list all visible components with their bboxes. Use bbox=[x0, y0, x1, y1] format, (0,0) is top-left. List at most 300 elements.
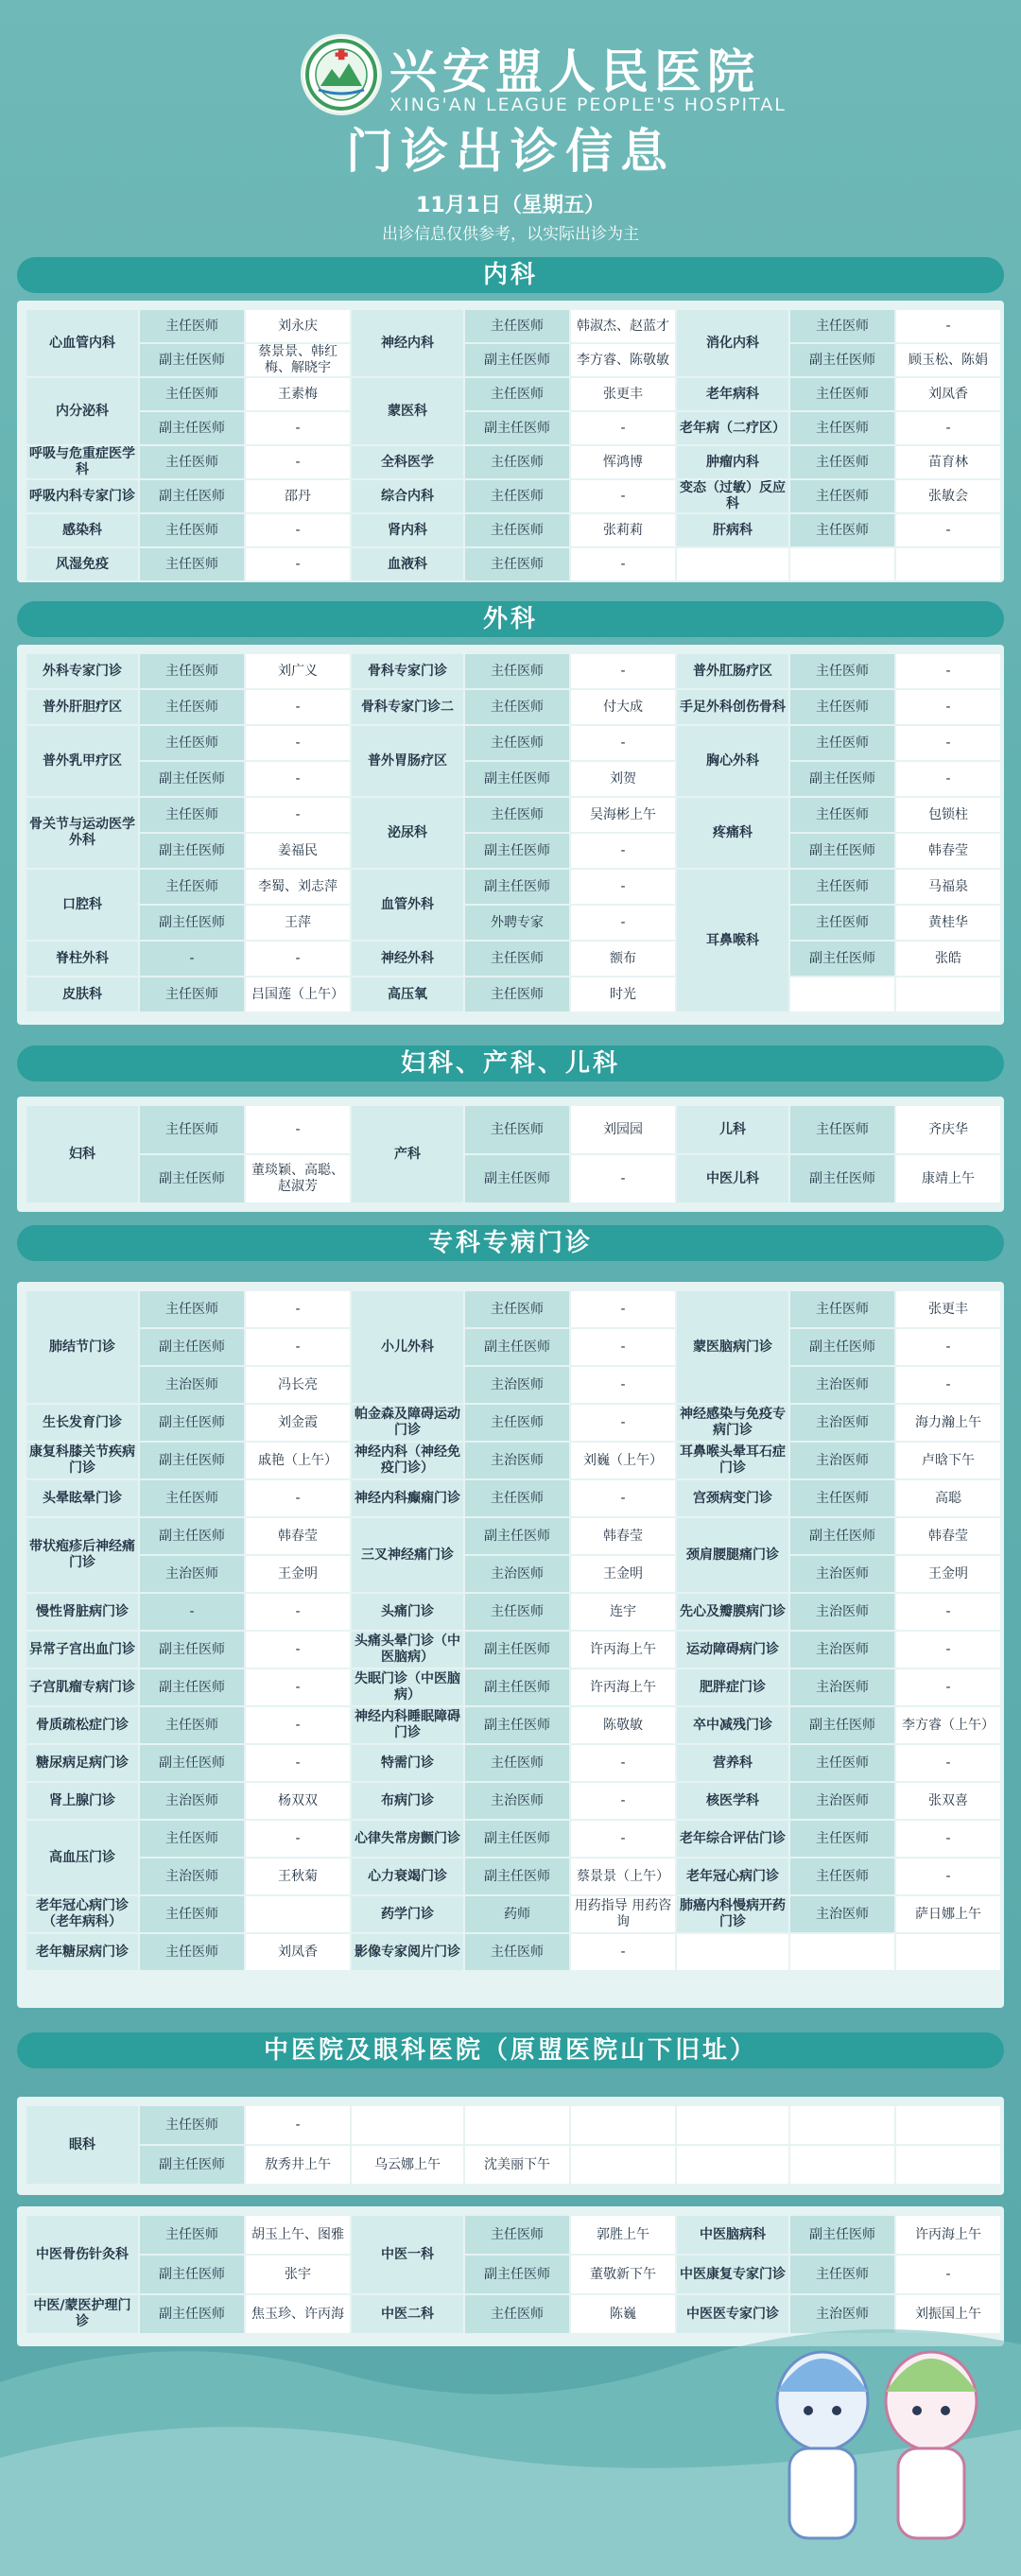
doctor-title-cell: 主治医师 bbox=[790, 1367, 894, 1403]
doctor-title-cell: 副主任医师 bbox=[140, 1745, 244, 1781]
department-cell: 神经内科 bbox=[352, 310, 463, 376]
doctor-title-cell: 主治医师 bbox=[140, 1556, 244, 1592]
doctor-title-cell: - bbox=[140, 942, 244, 976]
doctor-title-cell: 主任医师 bbox=[790, 906, 894, 940]
doctor-title-cell: 副主任医师 bbox=[465, 1669, 569, 1705]
department-cell: 手足外科创伤骨科 bbox=[677, 690, 788, 724]
table-row bbox=[26, 834, 1000, 868]
doctor-name-cell: - bbox=[246, 1594, 350, 1630]
doctor-name-cell: 董琰颖、高聪、赵淑芳 bbox=[246, 1155, 350, 1202]
doctor-title-cell: 主任医师 bbox=[140, 1291, 244, 1327]
doctor-name-cell: 蔡景景、韩红梅、解晓宇 bbox=[246, 344, 350, 376]
department-cell: 老年冠心病门诊 bbox=[677, 1859, 788, 1894]
doctor-name-cell bbox=[896, 2146, 1000, 2184]
doctor-title-cell: 主治医师 bbox=[140, 1783, 244, 1819]
doctor-title-cell: 主治医师 bbox=[790, 1896, 894, 1932]
doctor-name-cell: - bbox=[246, 1745, 350, 1781]
doctor-title-cell: 主任医师 bbox=[790, 1859, 894, 1894]
doctor-name-cell: - bbox=[571, 1821, 675, 1857]
doctor-title-cell: 主任医师 bbox=[790, 1106, 894, 1153]
doctor-name-cell: - bbox=[896, 514, 1000, 546]
doctor-name-cell: 许丙海上午 bbox=[571, 1669, 675, 1705]
table-row bbox=[26, 906, 1000, 940]
doctor-title-cell: 主任医师 bbox=[790, 446, 894, 478]
doctor-title-cell: 主治医师 bbox=[465, 1443, 569, 1478]
doctor-title-cell: 主任医师 bbox=[465, 1405, 569, 1441]
doctor-name-cell: 许丙海上午 bbox=[571, 1632, 675, 1668]
doctor-title-cell: 主任医师 bbox=[140, 870, 244, 904]
doctor-title-cell: 主任医师 bbox=[140, 378, 244, 410]
doctor-name-cell: 李方睿（上午） bbox=[896, 1707, 1000, 1743]
department-cell: 骨科专家门诊 bbox=[352, 654, 463, 688]
department-cell: 肺癌内科慢病开药门诊 bbox=[677, 1896, 788, 1932]
doctor-name-cell: - bbox=[896, 690, 1000, 724]
department-cell: 颈肩腰腿痛门诊 bbox=[677, 1518, 788, 1592]
schedule-table bbox=[25, 1104, 1002, 1204]
doctor-title-cell: 主任医师 bbox=[790, 514, 894, 546]
doctor-title-cell: 主任医师 bbox=[140, 1934, 244, 1970]
logo-row bbox=[0, 28, 1021, 123]
doctor-name-cell: 戚艳（上午） bbox=[246, 1443, 350, 1478]
doctor-name-cell: - bbox=[246, 798, 350, 832]
department-cell: 变态（过敏）反应科 bbox=[677, 480, 788, 512]
doctor-title-cell: 副主任医师 bbox=[140, 2295, 244, 2333]
doctor-title-cell: 主任医师 bbox=[140, 1896, 244, 1932]
doctor-title-cell: 主治医师 bbox=[790, 1556, 894, 1592]
doctor-name-cell bbox=[677, 1934, 788, 1970]
doctor-name-cell: 蔡景景（上午） bbox=[571, 1859, 675, 1894]
table-row bbox=[26, 2216, 1000, 2254]
table-row bbox=[26, 1859, 1000, 1894]
doctor-title-cell: 主任医师 bbox=[790, 412, 894, 444]
doctor-title-cell: 主任医师 bbox=[140, 690, 244, 724]
doctor-title-cell: 主任医师 bbox=[790, 1480, 894, 1516]
doctor-name-cell: - bbox=[896, 1594, 1000, 1630]
doctor-title-cell: 主任医师 bbox=[465, 514, 569, 546]
doctor-name-cell: - bbox=[571, 726, 675, 760]
doctor-name-cell: - bbox=[246, 2106, 350, 2144]
doctor-name-cell: 额布 bbox=[571, 942, 675, 976]
department-cell: 骨质疏松症门诊 bbox=[26, 1707, 138, 1743]
doctor-name-cell bbox=[790, 2146, 894, 2184]
doctor-name-cell: 黄桂华 bbox=[896, 906, 1000, 940]
doctor-name-cell: 王金明 bbox=[571, 1556, 675, 1592]
doctor-name-cell: - bbox=[896, 1859, 1000, 1894]
doctor-title-cell: 副主任医师 bbox=[790, 1518, 894, 1554]
department-cell: 先心及瓣膜病门诊 bbox=[677, 1594, 788, 1630]
doctor-title-cell: 主治医师 bbox=[790, 1783, 894, 1819]
doctor-name-cell: - bbox=[896, 310, 1000, 342]
department-cell: 布病门诊 bbox=[352, 1783, 463, 1819]
doctor-name-cell: 张更丰 bbox=[896, 1291, 1000, 1327]
doctor-title-cell: 副主任医师 bbox=[465, 762, 569, 796]
doctor-name-cell bbox=[896, 1934, 1000, 1970]
department-cell: 神经内科（神经免疫门诊） bbox=[352, 1443, 463, 1478]
department-cell: 皮肤科 bbox=[26, 977, 138, 1011]
department-cell: 风湿免疫 bbox=[26, 548, 138, 580]
doctor-name-cell: - bbox=[571, 412, 675, 444]
table-row bbox=[26, 412, 1000, 444]
doctor-name-cell bbox=[790, 1934, 894, 1970]
department-cell: 蒙医科 bbox=[352, 378, 463, 444]
doctor-name-cell bbox=[465, 2106, 569, 2144]
doctor-name-cell bbox=[790, 977, 894, 1011]
department-cell: 中医医专家门诊 bbox=[677, 2295, 788, 2333]
table-row bbox=[26, 310, 1000, 342]
doctor-title-cell: 主任医师 bbox=[465, 378, 569, 410]
department-cell: 影像专家阅片门诊 bbox=[352, 1934, 463, 1970]
doctor-name-cell: 康靖上午 bbox=[896, 1155, 1000, 1202]
doctor-title-cell: 主任医师 bbox=[140, 548, 244, 580]
doctor-title-cell: 主治医师 bbox=[790, 2295, 894, 2333]
doctor-name-cell: - bbox=[246, 514, 350, 546]
doctor-name-cell: 王金明 bbox=[896, 1556, 1000, 1592]
doctor-title-cell: 主任医师 bbox=[790, 378, 894, 410]
doctor-name-cell: - bbox=[246, 446, 350, 478]
table-row bbox=[26, 798, 1000, 832]
department-cell: 宫颈病变门诊 bbox=[677, 1480, 788, 1516]
department-cell: 蒙医脑病门诊 bbox=[677, 1291, 788, 1403]
doctor-name-cell: 王萍 bbox=[246, 906, 350, 940]
department-cell: 脊柱外科 bbox=[26, 942, 138, 976]
doctor-title-cell: 副主任医师 bbox=[140, 2146, 244, 2184]
department-cell: 眼科 bbox=[26, 2106, 138, 2184]
department-cell: 普外胃肠疗区 bbox=[352, 726, 463, 796]
doctor-name-cell: 陈巍 bbox=[571, 2295, 675, 2333]
doctor-title-cell: 主任医师 bbox=[465, 548, 569, 580]
doctor-name-cell bbox=[790, 2106, 894, 2144]
doctor-title-cell: 主任医师 bbox=[140, 310, 244, 342]
department-cell: 普外肛肠疗区 bbox=[677, 654, 788, 688]
doctor-name-cell: 刘振国上午 bbox=[896, 2295, 1000, 2333]
doctor-title-cell: 副主任医师 bbox=[140, 834, 244, 868]
doctor-name-cell: - bbox=[246, 1669, 350, 1705]
doctor-name-cell: 马福泉 bbox=[896, 870, 1000, 904]
table-row bbox=[26, 446, 1000, 478]
doctor-name-cell: - bbox=[571, 1367, 675, 1403]
table-row bbox=[26, 1480, 1000, 1516]
doctor-title-cell: 副主任医师 bbox=[465, 1329, 569, 1365]
schedule-table bbox=[25, 2104, 1002, 2186]
doctor-title-cell: 副主任医师 bbox=[465, 1155, 569, 1202]
doctor-title-cell: 副主任医师 bbox=[465, 344, 569, 376]
department-cell: 耳鼻喉科 bbox=[677, 870, 788, 1011]
doctor-title-cell: 主治医师 bbox=[790, 1669, 894, 1705]
doctor-title-cell: 副主任医师 bbox=[465, 1707, 569, 1743]
doctor-title-cell: 副主任医师 bbox=[140, 1155, 244, 1202]
department-cell: 中医儿科 bbox=[677, 1155, 788, 1202]
doctor-name-cell bbox=[246, 1896, 350, 1932]
doctor-title-cell: 主任医师 bbox=[465, 1934, 569, 1970]
table-row bbox=[26, 378, 1000, 410]
doctor-name-cell: - bbox=[571, 1405, 675, 1441]
doctor-name-cell: 李方睿、陈敬敏 bbox=[571, 344, 675, 376]
doctor-title-cell: 副主任医师 bbox=[140, 2256, 244, 2293]
doctor-title-cell: 主任医师 bbox=[465, 1594, 569, 1630]
department-cell: 老年糖尿病门诊 bbox=[26, 1934, 138, 1970]
doctor-title-cell: 副主任医师 bbox=[465, 2256, 569, 2293]
department-cell: 呼吸内科专家门诊 bbox=[26, 480, 138, 512]
table-row bbox=[26, 1329, 1000, 1365]
doctor-title-cell: 副主任医师 bbox=[465, 870, 569, 904]
doctor-title-cell: 副主任医师 bbox=[140, 1443, 244, 1478]
doctor-title-cell: 主任医师 bbox=[140, 977, 244, 1011]
doctor-title-cell: 主任医师 bbox=[140, 1821, 244, 1857]
doctor-name-cell: - bbox=[896, 1669, 1000, 1705]
doctor-name-cell: 刘广义 bbox=[246, 654, 350, 688]
doctor-name-cell: 韩春莹 bbox=[896, 834, 1000, 868]
schedule-table bbox=[25, 652, 1002, 1013]
table-row bbox=[26, 690, 1000, 724]
doctor-name-cell bbox=[896, 977, 1000, 1011]
doctor-name-cell: 齐庆华 bbox=[896, 1106, 1000, 1153]
section-body-internal bbox=[17, 301, 1004, 582]
doctor-name-cell: - bbox=[896, 762, 1000, 796]
department-cell: 帕金森及障碍运动门诊 bbox=[352, 1405, 463, 1441]
hospital-logo bbox=[301, 34, 382, 115]
department-cell: 慢性肾脏病门诊 bbox=[26, 1594, 138, 1630]
doctor-name-cell: - bbox=[571, 654, 675, 688]
department-cell: 运动障碍病门诊 bbox=[677, 1632, 788, 1668]
doctor-name-cell bbox=[352, 2106, 463, 2144]
table-row bbox=[26, 1106, 1000, 1153]
department-cell: 核医学科 bbox=[677, 1783, 788, 1819]
doctor-title-cell: 副主任医师 bbox=[140, 1632, 244, 1668]
department-cell: 神经内科睡眠障碍门诊 bbox=[352, 1707, 463, 1743]
doctor-name-cell: 韩春莹 bbox=[246, 1518, 350, 1554]
section-header-surgery: 外科 bbox=[17, 601, 1004, 637]
doctor-name-cell: - bbox=[571, 1480, 675, 1516]
doctor-name-cell: 吕国莲（上午） bbox=[246, 977, 350, 1011]
doctor-title-cell: 副主任医师 bbox=[140, 344, 244, 376]
department-cell: 胸心外科 bbox=[677, 726, 788, 796]
doctor-title-cell: 主任医师 bbox=[140, 654, 244, 688]
doctor-name-cell: 敖秀井上午 bbox=[246, 2146, 350, 2184]
doctor-title-cell: 主任医师 bbox=[790, 310, 894, 342]
doctor-name-cell: - bbox=[246, 1707, 350, 1743]
doctor-title-cell: 主任医师 bbox=[790, 2256, 894, 2293]
department-cell: 消化内科 bbox=[677, 310, 788, 376]
doctor-title-cell: 主任医师 bbox=[790, 726, 894, 760]
doctor-name-cell: - bbox=[896, 1329, 1000, 1365]
doctor-title-cell: 主治医师 bbox=[790, 1405, 894, 1441]
doctor-name-cell: - bbox=[571, 548, 675, 580]
table-row bbox=[26, 1783, 1000, 1819]
doctor-title-cell: 主任医师 bbox=[465, 690, 569, 724]
table-row bbox=[26, 1405, 1000, 1441]
table-row bbox=[26, 2146, 1000, 2184]
department-cell: 头痛头晕门诊（中医脑病） bbox=[352, 1632, 463, 1668]
department-cell: 营养科 bbox=[677, 1745, 788, 1781]
section-header-internal: 内科 bbox=[17, 257, 1004, 293]
department-cell: 失眠门诊（中医脑病） bbox=[352, 1669, 463, 1705]
table-row bbox=[26, 1556, 1000, 1592]
doctor-name-cell: - bbox=[246, 548, 350, 580]
table-row bbox=[26, 1518, 1000, 1554]
department-cell: 特需门诊 bbox=[352, 1745, 463, 1781]
department-cell: 泌尿科 bbox=[352, 798, 463, 868]
doctor-name-cell: - bbox=[571, 1155, 675, 1202]
doctor-title-cell: 主任医师 bbox=[790, 690, 894, 724]
department-cell: 神经感染与免疫专病门诊 bbox=[677, 1405, 788, 1441]
doctor-title-cell: 副主任医师 bbox=[465, 1859, 569, 1894]
doctor-name-cell bbox=[571, 2146, 675, 2184]
doctor-name-cell: 恽鸿博 bbox=[571, 446, 675, 478]
section-header-obgyn-pediatrics: 妇科、产科、儿科 bbox=[17, 1046, 1004, 1081]
doctor-title-cell: 副主任医师 bbox=[465, 834, 569, 868]
doctor-name-cell: 陈敬敏 bbox=[571, 1707, 675, 1743]
doctor-title-cell: 主任医师 bbox=[465, 480, 569, 512]
doctor-title-cell: 主任医师 bbox=[465, 1480, 569, 1516]
doctor-title-cell: 副主任医师 bbox=[140, 1518, 244, 1554]
doctor-name-cell: 邵丹 bbox=[246, 480, 350, 512]
doctor-name-cell: 韩春莹 bbox=[896, 1518, 1000, 1554]
doctor-title-cell: 主任医师 bbox=[790, 798, 894, 832]
doctor-name-cell: 张莉莉 bbox=[571, 514, 675, 546]
doctor-title-cell: 药师 bbox=[465, 1896, 569, 1932]
department-cell: 血管外科 bbox=[352, 870, 463, 940]
doctor-name-cell: 高聪 bbox=[896, 1480, 1000, 1516]
table-row bbox=[26, 548, 1000, 580]
doctor-name-cell: 刘园园 bbox=[571, 1106, 675, 1153]
doctor-title-cell: 主任医师 bbox=[140, 1707, 244, 1743]
department-cell: 带状疱疹后神经痛门诊 bbox=[26, 1518, 138, 1592]
department-cell: 老年综合评估门诊 bbox=[677, 1821, 788, 1857]
department-cell: 妇科 bbox=[26, 1106, 138, 1202]
doctor-name-cell: - bbox=[246, 1821, 350, 1857]
doctor-name-cell: 张皓 bbox=[896, 942, 1000, 976]
doctor-name-cell: 苗育林 bbox=[896, 446, 1000, 478]
department-cell: 中医二科 bbox=[352, 2295, 463, 2333]
department-cell: 肺结节门诊 bbox=[26, 1291, 138, 1403]
table-row bbox=[26, 870, 1000, 904]
doctor-name-cell: - bbox=[246, 726, 350, 760]
department-cell: 三叉神经痛门诊 bbox=[352, 1518, 463, 1592]
department-cell: 药学门诊 bbox=[352, 1896, 463, 1932]
department-cell: 中医一科 bbox=[352, 2216, 463, 2293]
doctor-title-cell: 主任医师 bbox=[465, 726, 569, 760]
doctor-name-cell: 王素梅 bbox=[246, 378, 350, 410]
doctor-name-cell: - bbox=[246, 1291, 350, 1327]
schedule-note: 出诊信息仅供参考，以实际出诊为主 bbox=[382, 225, 639, 244]
department-cell: 神经外科 bbox=[352, 942, 463, 976]
section-header-specialty: 专科专病门诊 bbox=[17, 1225, 1004, 1261]
doctor-name-cell bbox=[677, 548, 788, 580]
doctor-name-cell: - bbox=[246, 412, 350, 444]
doctor-name-cell bbox=[571, 2106, 675, 2144]
department-cell: 感染科 bbox=[26, 514, 138, 546]
doctor-title-cell: 副主任医师 bbox=[140, 1405, 244, 1441]
doctor-title-cell: 副主任医师 bbox=[140, 1669, 244, 1705]
doctor-name-cell: - bbox=[246, 690, 350, 724]
section-body-obgyn-pediatrics bbox=[17, 1097, 1004, 1212]
department-cell: 心血管内科 bbox=[26, 310, 138, 376]
section-body-specialty bbox=[17, 1282, 1004, 2008]
table-row bbox=[26, 1934, 1000, 1970]
doctor-name-cell: 张更丰 bbox=[571, 378, 675, 410]
doctor-name-cell: 姜福民 bbox=[246, 834, 350, 868]
doctor-name-cell: 韩淑杰、赵蓝才 bbox=[571, 310, 675, 342]
doctor-name-cell: 吴海彬上午 bbox=[571, 798, 675, 832]
doctor-name-cell: - bbox=[896, 654, 1000, 688]
doctor-name-cell: 刘凤香 bbox=[246, 1934, 350, 1970]
doctor-title-cell: 副主任医师 bbox=[140, 906, 244, 940]
doctor-name-cell: 张敏会 bbox=[896, 480, 1000, 512]
doctor-title-cell: 主任医师 bbox=[790, 1745, 894, 1781]
department-cell: 血液科 bbox=[352, 548, 463, 580]
schedule-table bbox=[25, 1289, 1002, 1972]
doctor-title-cell: 主任医师 bbox=[140, 2106, 244, 2144]
schedule-table bbox=[25, 308, 1002, 582]
doctor-title-cell: 主治医师 bbox=[140, 1367, 244, 1403]
table-row bbox=[26, 1443, 1000, 1478]
doctor-name-cell: - bbox=[896, 726, 1000, 760]
table-row bbox=[26, 726, 1000, 760]
doctor-name-cell: 付大成 bbox=[571, 690, 675, 724]
doctor-title-cell: 主任医师 bbox=[790, 480, 894, 512]
doctor-title-cell: 副主任医师 bbox=[790, 834, 894, 868]
doctor-title-cell: 副主任医师 bbox=[790, 1329, 894, 1365]
doctor-name-cell: - bbox=[246, 762, 350, 796]
doctor-name-cell: - bbox=[571, 480, 675, 512]
hospital-name: 兴安盟人民医院 bbox=[389, 44, 760, 99]
doctor-name-cell: 杨双双 bbox=[246, 1783, 350, 1819]
department-cell: 异常子宫出血门诊 bbox=[26, 1632, 138, 1668]
doctor-title-cell: 副主任医师 bbox=[790, 1155, 894, 1202]
doctor-title-cell: 主任医师 bbox=[140, 726, 244, 760]
department-cell: 康复科膝关节疾病门诊 bbox=[26, 1443, 138, 1478]
department-cell: 口腔科 bbox=[26, 870, 138, 940]
doctor-name-cell: - bbox=[246, 942, 350, 976]
hospital-name-en: XING'AN LEAGUE PEOPLE'S HOSPITAL bbox=[389, 95, 787, 115]
doctor-title-cell: 主任医师 bbox=[465, 310, 569, 342]
table-row bbox=[26, 654, 1000, 688]
section-body-eye bbox=[17, 2097, 1004, 2195]
doctor-name-cell: - bbox=[571, 1291, 675, 1327]
doctor-title-cell: 主任医师 bbox=[140, 446, 244, 478]
doctor-title-cell: 主任医师 bbox=[790, 1821, 894, 1857]
doctor-name-cell bbox=[677, 2106, 788, 2144]
department-cell: 骨关节与运动医学外科 bbox=[26, 798, 138, 868]
doctor-name-cell: - bbox=[571, 906, 675, 940]
department-cell: 疼痛科 bbox=[677, 798, 788, 868]
doctor-name-cell: 连宇 bbox=[571, 1594, 675, 1630]
doctor-name-cell: - bbox=[896, 1632, 1000, 1668]
doctor-name-cell: 顾玉松、陈娟 bbox=[896, 344, 1000, 376]
table-row bbox=[26, 1821, 1000, 1857]
doctor-title-cell: 主任医师 bbox=[790, 1291, 894, 1327]
doctor-name-cell: - bbox=[896, 1367, 1000, 1403]
doctor-name-cell: 冯长亮 bbox=[246, 1367, 350, 1403]
doctor-name-cell bbox=[677, 2146, 788, 2184]
department-cell: 全科医学 bbox=[352, 446, 463, 478]
department-cell: 肿瘤内科 bbox=[677, 446, 788, 478]
doctor-name-cell: 王秋菊 bbox=[246, 1859, 350, 1894]
table-row bbox=[26, 1896, 1000, 1932]
table-row bbox=[26, 2106, 1000, 2144]
department-cell: 中医骨伤针灸科 bbox=[26, 2216, 138, 2293]
doctor-title-cell: 主任医师 bbox=[140, 514, 244, 546]
doctor-name-cell: - bbox=[896, 2256, 1000, 2293]
department-cell: 神经内科癫痫门诊 bbox=[352, 1480, 463, 1516]
doctor-name-cell: - bbox=[571, 1745, 675, 1781]
doctor-name-cell: 董敬新下午 bbox=[571, 2256, 675, 2293]
doctor-title-cell: 主任医师 bbox=[465, 942, 569, 976]
doctor-name-cell: 刘金霞 bbox=[246, 1405, 350, 1441]
doctor-name-cell: 焦玉珍、许丙海 bbox=[246, 2295, 350, 2333]
doctor-name-cell: - bbox=[246, 1329, 350, 1365]
department-cell: 头痛门诊 bbox=[352, 1594, 463, 1630]
